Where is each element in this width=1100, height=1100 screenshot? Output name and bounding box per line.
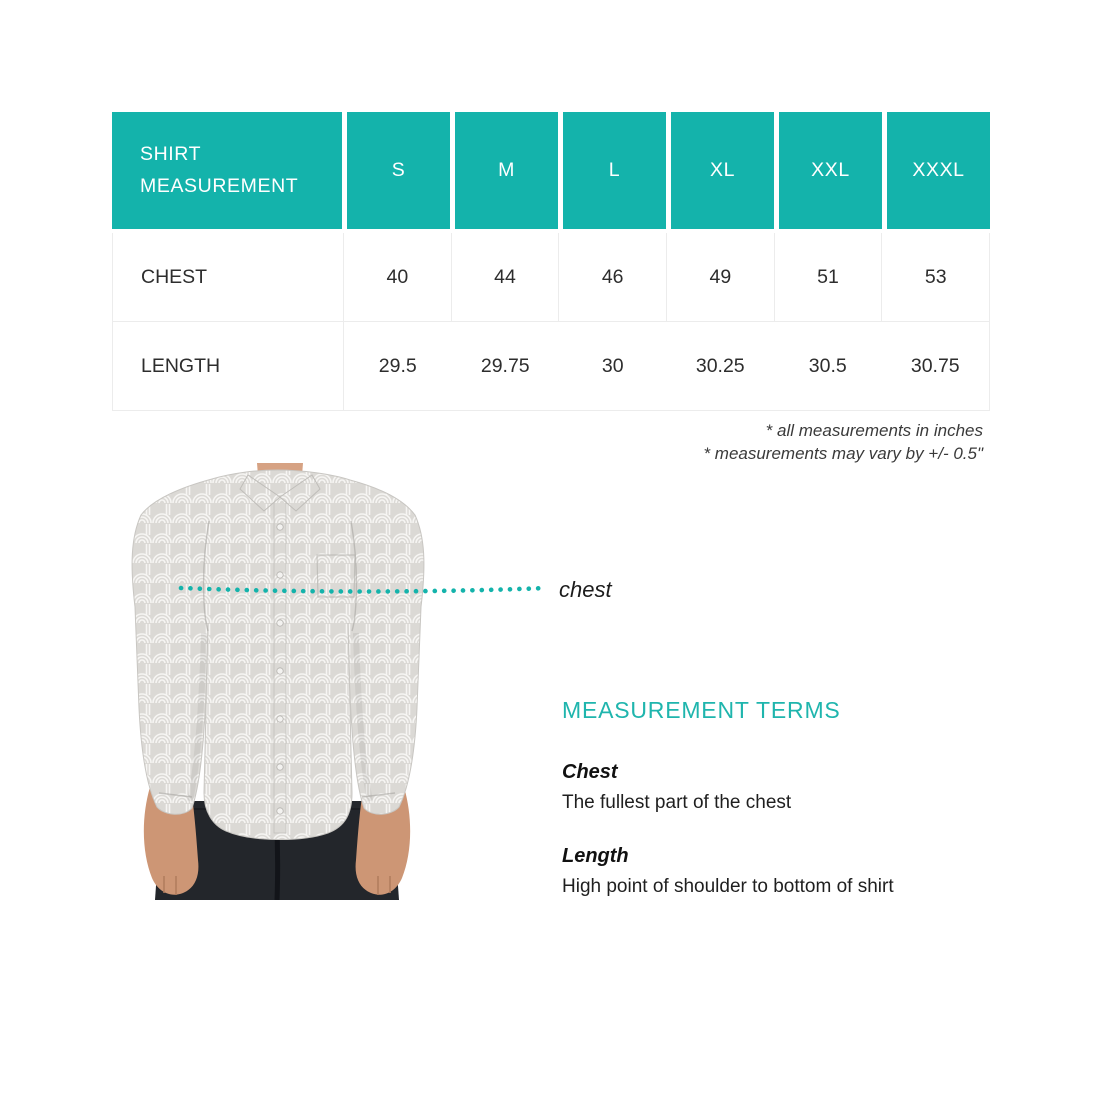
- chest-value-xl: 49: [667, 233, 775, 321]
- term-length-definition: High point of shoulder to bottom of shirt: [562, 876, 894, 897]
- table-header-size-l: L: [563, 112, 666, 229]
- footnote-tolerance: * measurements may vary by +/- 0.5": [703, 444, 983, 463]
- length-value-l: 30: [601, 354, 624, 377]
- length-value-xxl: 30.5: [808, 354, 847, 377]
- table-header-size-s: S: [347, 112, 450, 229]
- term-chest: [562, 761, 1002, 814]
- row-label-chest: CHEST: [113, 233, 344, 321]
- table-header-size-m: M: [455, 112, 558, 229]
- measurement-terms-heading: MEASUREMENT TERMS: [562, 697, 841, 723]
- measurement-footnotes: [703, 419, 983, 465]
- length-value-m: 29.75: [480, 354, 530, 377]
- term-length-name: Length: [562, 845, 629, 867]
- length-value-xl: 30.25: [695, 354, 745, 377]
- chest-value-m: 44: [452, 233, 560, 321]
- chest-value-xxl: 51: [775, 233, 883, 321]
- table-header-title: SHIRT MEASUREMENT: [112, 112, 342, 229]
- table-row-chest: [113, 233, 989, 322]
- chest-value-xxxl: 53: [924, 265, 947, 288]
- table-row-length: [113, 322, 989, 410]
- table-header-size-xxl: XXL: [779, 112, 882, 229]
- length-value-xxxl: 30.75: [910, 354, 960, 377]
- shirt-measurement-table: [112, 112, 990, 411]
- term-chest-name: Chest: [562, 761, 618, 783]
- footnote-units: * all measurements in inches: [765, 421, 983, 440]
- chest-line-label: chest: [559, 577, 612, 602]
- table-header-size-xxxl: XXXL: [887, 112, 990, 229]
- measurement-terms-section: [562, 697, 1002, 929]
- shirt-model-illustration: [112, 463, 442, 900]
- row-label-length: LENGTH: [113, 322, 344, 410]
- chest-value-s: 40: [344, 233, 452, 321]
- table-header-row: [112, 112, 990, 229]
- term-length: [562, 845, 1002, 898]
- table-body: [112, 233, 990, 411]
- term-chest-definition: The fullest part of the chest: [562, 792, 792, 813]
- chest-value-l: 46: [559, 233, 667, 321]
- table-header-size-xl: XL: [671, 112, 774, 229]
- length-value-s: 29.5: [378, 354, 417, 377]
